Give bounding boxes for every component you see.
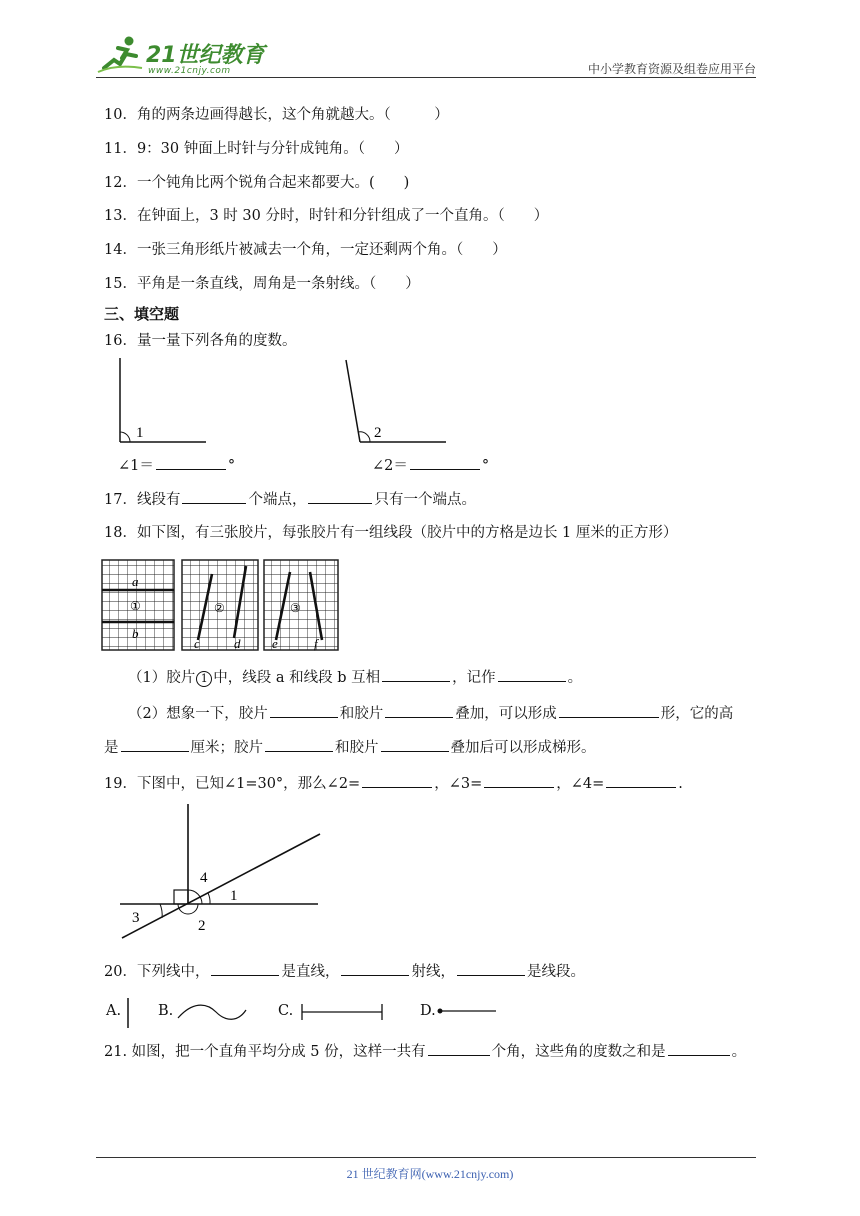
- svg-text:b: b: [132, 626, 139, 641]
- line-options-figure: [120, 996, 510, 1030]
- angle2-label: 2: [374, 425, 382, 441]
- blank[interactable]: [668, 1041, 730, 1056]
- logo-title: 21世纪教育: [146, 43, 265, 68]
- blank[interactable]: [484, 773, 554, 788]
- angle1-label: 1: [136, 425, 144, 441]
- angle-figures: [110, 356, 470, 450]
- question-15: 15．平角是一条直线，周角是一条射线。（ ）: [104, 276, 420, 292]
- svg-text:③: ③: [290, 601, 301, 615]
- q16-answer-2: ∠2＝ °: [372, 455, 489, 476]
- blank[interactable]: [341, 961, 409, 976]
- runner-logo-icon: [96, 34, 144, 74]
- question-10: 10．角的两条边画得越长，这个角就越大。（ ）: [104, 107, 449, 123]
- svg-text:①: ①: [130, 599, 141, 613]
- blank[interactable]: [211, 961, 279, 976]
- question-21: 21. 如图，把一个直角平均分成 5 份，这样一共有 个角，这些角的度数之和是 。: [104, 1041, 746, 1062]
- blank[interactable]: [428, 1041, 490, 1056]
- svg-text:2: 2: [198, 918, 206, 934]
- header: [96, 30, 756, 78]
- svg-text:②: ②: [214, 601, 225, 615]
- svg-text:a: a: [132, 574, 139, 589]
- question-20: 20．下列线中， 是直线， 射线， 是线段。: [104, 961, 585, 982]
- svg-text:1: 1: [230, 888, 238, 904]
- blank[interactable]: [385, 703, 453, 718]
- blank[interactable]: [559, 703, 659, 718]
- blank[interactable]: [308, 489, 372, 504]
- blank[interactable]: [121, 737, 189, 752]
- curve-option-b: [178, 1005, 246, 1019]
- q16-answer-1: ∠1＝ °: [118, 455, 235, 476]
- film-1: [102, 560, 174, 650]
- q18-sub-1: （1）胶片 1 中，线段 a 和线段 b 互相 ，记作 。: [128, 667, 582, 688]
- svg-text:3: 3: [132, 910, 140, 926]
- option-c-label: C.: [278, 1003, 294, 1019]
- header-divider: [96, 77, 756, 78]
- section-title: 三、填空题: [104, 305, 180, 323]
- blank[interactable]: [498, 667, 566, 682]
- q18-sub-2: （2）想象一下，胶片 和胶片 叠加，可以形成 形，它的高: [128, 703, 733, 724]
- option-a-label: A.: [106, 1003, 122, 1019]
- film-3: [264, 560, 338, 651]
- blank[interactable]: [381, 737, 449, 752]
- footer-text: 21 世纪教育网(www.21cnjy.com): [346, 1167, 514, 1181]
- blank[interactable]: [457, 961, 525, 976]
- blank[interactable]: [182, 489, 246, 504]
- blank[interactable]: [362, 773, 432, 788]
- svg-text:c: c: [194, 636, 200, 651]
- blank[interactable]: [270, 703, 338, 718]
- svg-text:f: f: [314, 636, 318, 651]
- blank[interactable]: [156, 455, 226, 470]
- footer-divider: [96, 1157, 756, 1158]
- blank[interactable]: [606, 773, 676, 788]
- intersecting-lines-figure: [114, 800, 326, 944]
- circled-number: 1: [196, 671, 212, 687]
- q18-sub-3: 是 厘米；胶片 和胶片 叠加后可以形成梯形。: [104, 737, 596, 758]
- question-14: 14．一张三角形纸片被减去一个角，一定还剩两个角。（ ）: [104, 242, 507, 258]
- platform-name: 中小学教育资源及组卷应用平台: [587, 62, 756, 76]
- film-2: [182, 560, 258, 651]
- option-d-label: D.: [420, 1003, 436, 1019]
- question-11: 11．9：30 钟面上时针与分针成钝角。（ ）: [104, 141, 409, 157]
- svg-text:d: d: [234, 636, 241, 651]
- question-17: 17．线段有 个端点， 只有一个端点。: [104, 489, 476, 510]
- question-16: 16．量一量下列各角的度数。: [104, 333, 297, 349]
- blank[interactable]: [265, 737, 333, 752]
- blank[interactable]: [410, 455, 480, 470]
- question-19: 19．下图中，已知∠1=30°，那么∠2= ，∠3= ，∠4= .: [104, 773, 683, 794]
- svg-text:e: e: [272, 636, 278, 651]
- blank[interactable]: [382, 667, 450, 682]
- logo-site: www.21cnjy.com: [148, 66, 231, 76]
- film-figures: [100, 556, 340, 652]
- svg-text:4: 4: [200, 870, 208, 886]
- question-13: 13．在钟面上，3 时 30 分时，时针和分针组成了一个直角。（ ）: [104, 208, 549, 224]
- option-b-label: B.: [158, 1003, 174, 1019]
- question-18: 18．如下图，有三张胶片，每张胶片有一组线段（胶片中的方格是边长 1 厘米的正方形）: [104, 525, 678, 541]
- question-12: 12．一个钝角比两个锐角合起来都要大。( ): [104, 175, 410, 191]
